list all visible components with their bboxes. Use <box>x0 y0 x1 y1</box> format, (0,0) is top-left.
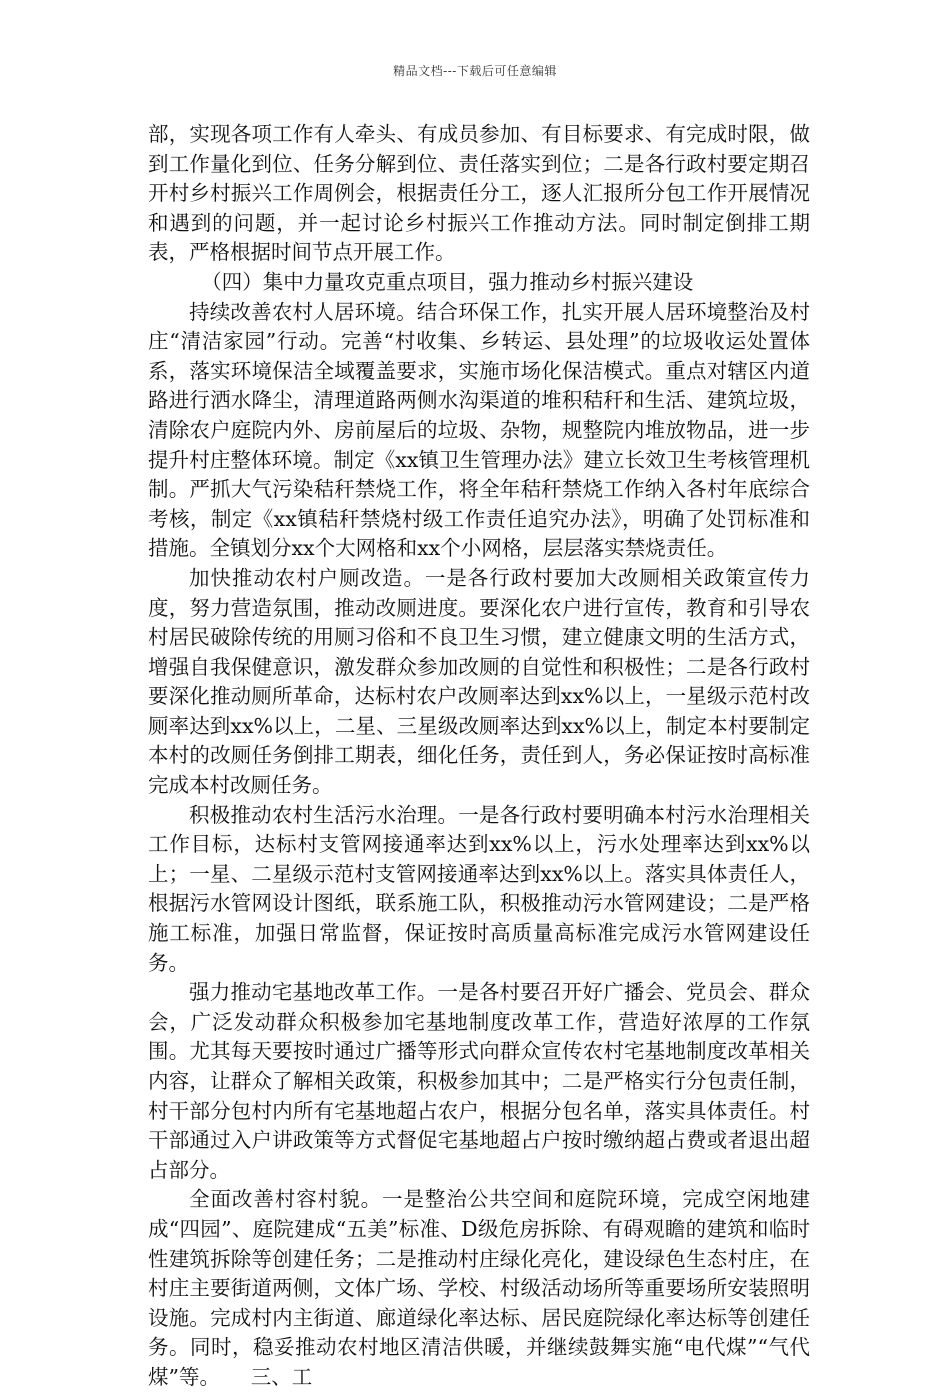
paragraph-living-environment: 持续改善农村人居环境。结合环保工作，扎实开展人居环境整治及村庄“清洁家园”行动。完善“村收集、乡转运、县处理”的垃圾收运处置体系，落实环境保洁全域覆盖要求，实施市场化保洁模式。重点对辖区内道路进行洒水降尘，清理道路两侧水沟渠道的堆积秸秆和生活、建筑垃圾，清除农户庭院内外、房前屋后的垃圾、杂物，规整院内堆放物品，进一步提升村庄整体环境。制定《xx镇卫生管理办法》建立长效卫生考核管理机制。严抓大气污染秸秆禁烧工作，将全年秸秆禁烧工作纳入各村年底综合考核，制定《xx镇秸秆禁烧村级工作责任追究办法》，明确了处罚标准和措施。全镇划分xx个大网格和xx个小网格，层层落实禁烧责任。 <box>148 299 810 561</box>
document-body <box>148 120 810 1393</box>
paragraph-village-appearance: 全面改善村容村貌。一是整治公共空间和庭院环境，完成空闲地建成“四园”、庭院建成“五美”标准、D级危房拆除、有碍观瞻的建筑和临时性建筑拆除等创建任务；二是推动村庄绿化亮化，建设绿色生态村庄，在村庄主要街道两侧，文体广场、学校、村级活动场所等重要场所安装照明设施。完成村内主街道、廊道绿化率达标、居民庭院绿化率达标等创建任务。同时，稳妥推动农村地区清洁供暖，并继续鼓舞实施“电代煤”“气代煤”等。 三、工 <box>148 1187 810 1389</box>
paragraph-continuation: 部，实现各项工作有人牵头、有成员参加、有目标要求、有完成时限，做到工作量化到位、任务分解到位、责任落实到位；二是各行政村要定期召开村乡村振兴工作周例会，根据责任分工，逐人汇报所分包工作开展情况和遇到的问题，并一起讨论乡村振兴工作推动方法。同时制定倒排工期表，严格根据时间节点开展工作。 <box>148 122 810 265</box>
paragraph-homestead-reform: 强力推动宅基地改革工作。一是各村要召开好广播会、党员会、群众会，广泛发动群众积极参加宅基地制度改革工作，营造好浓厚的工作氛围。尤其每天要按时通过广播等形式向群众宣传农村宅基地制度改革相关内容，让群众了解相关政策，积极参加其中；二是严格实行分包责任制，村干部分包村内所有宅基地超占农户，根据分包名单，落实具体责任。村干部通过入户讲政策等方式督促宅基地超占户按时缴纳超占费或者退出超占部分。 <box>148 980 810 1182</box>
section-heading: （四）集中力量攻克重点项目，强力推动乡村振兴建设 <box>201 269 694 294</box>
paragraph-toilet-reform: 加快推动农村户厕改造。一是各行政村要加大改厕相关政策宣传力度，努力营造氛围，推动改厕进度。要深化农户进行宣传，教育和引导农村居民破除传统的用厕习俗和不良卫生习惯，建立健康文明的生活方式，增强自我保健意识，激发群众参加改厕的自觉性和积极性；二是各行政村要深化推动厕所革命，达标村农户改厕率达到xx%以上，一星级示范村改厕率达到xx%以上，二星、三星级改厕率达到xx%以上，制定本村要制定本村的改厕任务倒排工期表，细化任务，责任到人，务必保证按时高标准完成本村改厕任务。 <box>148 565 810 798</box>
page-header: 精品文档---下载后可任意编辑 <box>393 64 557 78</box>
paragraph-sewage-treatment: 积极推动农村生活污水治理。一是各行政村要明确本村污水治理相关工作目标，达标村支管网接通率达到xx%以上，污水处理率达到xx%以上；一星、二星级示范村支管网接通率达到xx%以上。落实具体责任人，根据污水管网设计图纸，联系施工队，积极推动污水管网建设；二是严格施工标准，加强日常监督，保证按时高质量高标准完成污水管网建设任务。 <box>148 802 810 975</box>
